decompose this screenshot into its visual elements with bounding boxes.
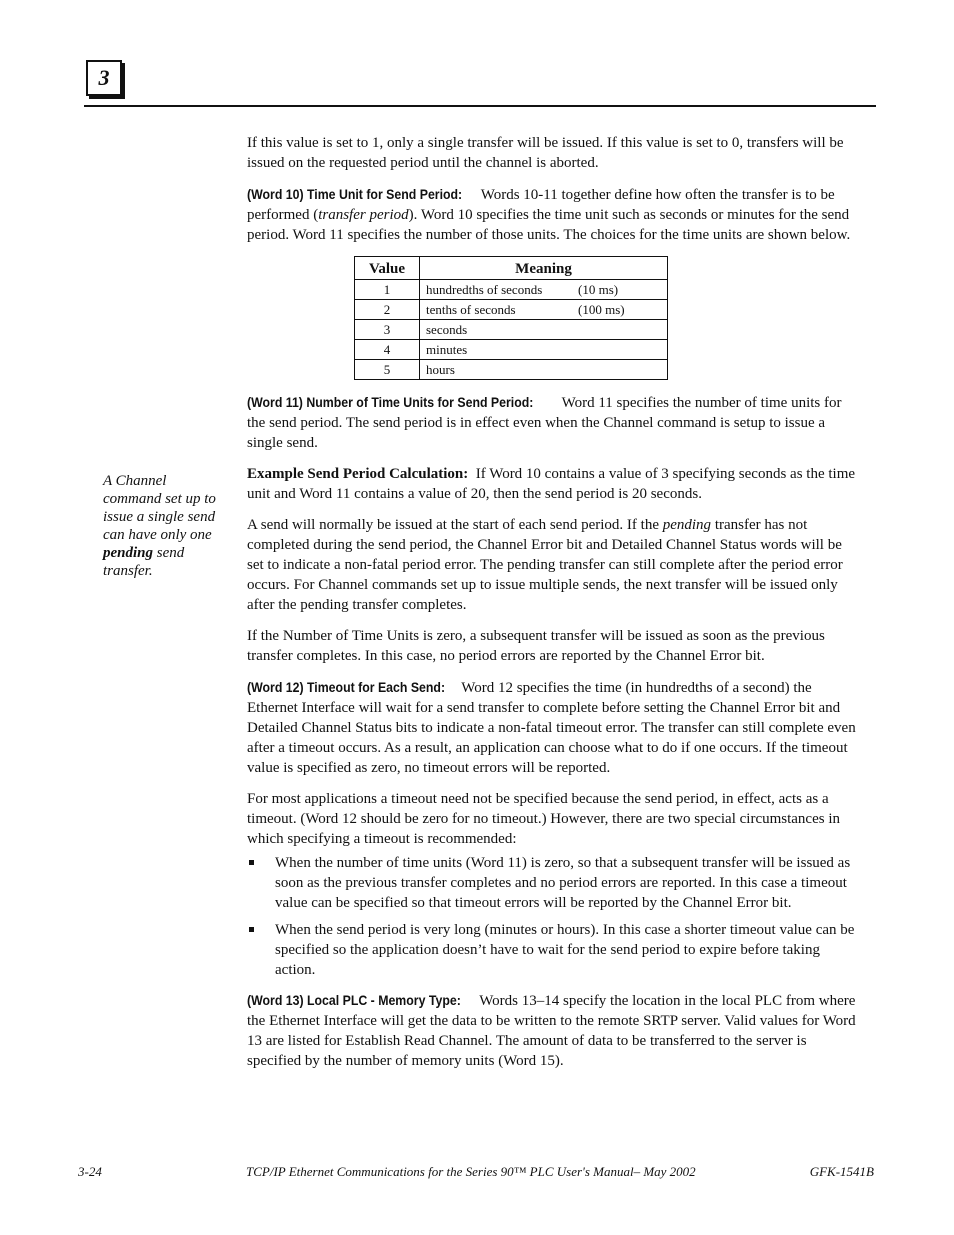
word13-heading: (Word 13) Local PLC - Memory Type: (247, 992, 461, 1008)
table-header-meaning: Meaning (420, 257, 668, 280)
word12-paragraph (247, 677, 861, 778)
meaning-text: minutes (426, 342, 468, 357)
zero-units-paragraph: If the Number of Time Units is zero, a subsequent transfer will be issued as soon as the previous transfer completes. In this case, no period errors are reported by the Channel Error bit. (247, 628, 825, 664)
meaning-text: seconds (426, 322, 468, 337)
word12-text: Word 12 specifies the time (in hundredths of a second) the Ethernet Interface will wait for a send transfer to complete before setting the Channel Error bit and Detailed Channel Status bits to indicate a non-fatal timeout error. The transfer can still complete even after a timeout occurs. As a result, an application can choose what to do if one occurs. If the timeout value is specified as zero, no timeout errors will be reported. (247, 680, 856, 776)
word13-text: Words 13–14 specify the location in the local PLC from where the Ethernet Interface will get the data to be written to the remote SRTP server. Valid values for Word 13 are listed for Establish Read Channel. The amount of data to be transferred to the server is specified by the number of memory units (Word 15). (247, 993, 856, 1069)
document-code: GFK-1541B (809, 1164, 874, 1179)
timeout-bullet-list (247, 853, 861, 980)
example-text: If Word 10 contains a value of 3 specifying seconds as the time unit and Word 11 contains a value of 20, then the send period is 20 seconds. (247, 466, 856, 502)
table-row (355, 280, 668, 300)
word10-heading: (Word 10) Time Unit for Send Period: (247, 186, 463, 202)
pending-text-b: transfer has not completed during the send period, the Channel Error bit and Detailed Channel Status words will be set to indicate a non-fatal period error. The pending transfer can still complete after the period error occurs. For Channel commands set up to issue multiple sends, the next transfer will be issued only after the pending transfer completes. (247, 517, 843, 613)
word11-text: Word 11 specifies the number of time units for the send period. The send period is in effect even when the Channel command is setup to issue a single send. (247, 395, 842, 451)
margin-note-text-post: send transfer. (103, 545, 185, 579)
table-row (355, 320, 668, 340)
table-row (355, 360, 668, 380)
table-cell-value: 5 (355, 360, 420, 380)
word10-text-b: ). Word 10 specifies the time unit such as seconds or minutes for the send period. Word 11 specifies the number of those units. The choices for the time units are shown below. (247, 207, 851, 243)
word10-text-a: Words 10-11 together define how often the transfer is to be performed ( (247, 187, 835, 223)
table-cell-meaning (420, 340, 668, 360)
table-header-value: Value (355, 257, 420, 280)
table-cell-meaning (420, 320, 668, 340)
meaning-text: hours (426, 362, 455, 377)
table-row (355, 300, 668, 320)
bullet-square-icon (249, 860, 254, 865)
pending-italic: pending (662, 517, 712, 533)
meaning-unit: (100 ms) (578, 302, 625, 317)
table-cell-value: 3 (355, 320, 420, 340)
table-cell-value: 2 (355, 300, 420, 320)
header-rule (84, 105, 876, 107)
time-unit-table (354, 256, 668, 380)
table-row (355, 340, 668, 360)
time-unit-table-wrap (354, 256, 861, 380)
margin-note-text-pre: A Channel command set up to issue a single send can have only one (103, 473, 216, 543)
table-cell-meaning (420, 300, 668, 320)
word11-paragraph (247, 392, 861, 453)
margin-note (103, 472, 228, 580)
main-content (247, 133, 861, 1082)
table-cell-meaning (420, 360, 668, 380)
intro-paragraph: If this value is set to 1, only a single transfer will be issued. If this value is set to 0, transfers will be issued on the requested period until the channel is aborted. (247, 135, 844, 171)
bullet-text: When the number of time units (Word 11) is zero, so that a subsequent transfer will be issued as soon as the previous transfer completes and no period errors are reported. In this case a timeout value can be specified so that timeout errors will be reported by the Channel Error bit. (275, 855, 851, 911)
manual-title: TCP/IP Ethernet Communications for the Series 90™ PLC User's Manual– May 2002 (246, 1164, 696, 1179)
word10-paragraph (247, 184, 861, 245)
meaning-text: hundredths of seconds (426, 282, 543, 297)
pending-paragraph (247, 515, 861, 615)
meaning-text: tenths of seconds (426, 302, 516, 317)
chapter-number: 3 (98, 65, 110, 90)
bullet-square-icon (249, 927, 254, 932)
table-header-row (355, 257, 668, 280)
list-item (247, 920, 861, 980)
page-number: 3-24 (78, 1164, 102, 1179)
timeout-paragraph: For most applications a timeout need not be specified because the send period, in effect, acts as a timeout. (Word 12 should be zero for no timeout.) However, there are two special circumstances in which specifying a timeout is recommended: (247, 791, 840, 847)
word13-paragraph (247, 990, 861, 1071)
table-cell-meaning (420, 280, 668, 300)
word12-heading: (Word 12) Timeout for Each Send: (247, 679, 446, 695)
pending-text-a: A send will normally be issued at the start of each send period. If the (247, 517, 663, 533)
table-cell-value: 4 (355, 340, 420, 360)
bullet-text: When the send period is very long (minutes or hours). In this case a shorter timeout value can be specified so the application doesn’t have to wait for the send period to expire before taking action. (275, 922, 855, 978)
chapter-number-box (86, 60, 122, 96)
word10-italic: transfer period (318, 207, 409, 223)
example-heading: Example Send Period Calculation: (247, 466, 469, 482)
list-item (247, 853, 861, 913)
table-cell-value: 1 (355, 280, 420, 300)
meaning-unit: (10 ms) (578, 282, 619, 297)
margin-note-emphasis: pending (103, 545, 154, 561)
word11-heading: (Word 11) Number of Time Units for Send Period: (247, 394, 534, 410)
example-paragraph (247, 464, 861, 504)
